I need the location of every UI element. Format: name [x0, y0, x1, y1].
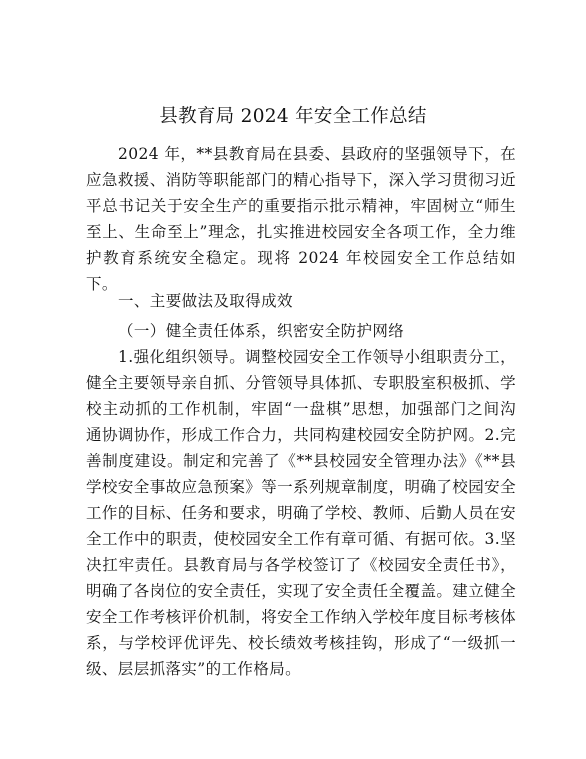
section-heading-main-practices: 一、主要做法及取得成效	[118, 292, 293, 310]
intro-paragraph: 2024 年，**县教育局在县委、县政府的坚强领导下，在应急救援、消防等职能部门的精心指导下，深入学习贯彻习近平总书记关于安全生产的重要指示批示精神，牢固树立“师生至上、生命至上”理念，扎实推进校园安全各项工作，全力维护教育系统安全稳定。现将 2024 年校园安全工作总结如下。	[86, 145, 516, 293]
document-title: 县教育局 2024 年安全工作总结	[159, 106, 427, 127]
responsibility-system-paragraph: 1.强化组织领导。调整校园安全工作领导小组职责分工，健全主要领导亲自抓、分管领导具体抓、专职股室积极抓、学校主动抓的工作机制，牢固“一盘棋”思想，加强部门之间沟通协调协作，形成工作合力，共同构建校园安全防护网。2.完善制度建设。制定和完善了《**县校园安全管理办法》《**县学校安全事故应急预案》等一系列规章制度，明确了校园安全工作的目标、任务和要求，明确了学校、教师、后勤人员在安全工作中的职责，使校园安全工作有章可循、有据可依。3.坚决扛牢责任。县教育局与各学校签订了《校园安全责任书》，明确了各岗位的安全责任，实现了安全责任全覆盖。建立健全安全工作考核评价机制，将安全工作纳入学校年度目标考核体系，与学校评优评先、校长绩效考核挂钩，形成了“一级抓一级、层层抓落实”的工作格局。	[86, 348, 516, 678]
subsection-heading-responsibility-system: （一）健全责任体系，织密安全防护网络	[118, 322, 405, 340]
